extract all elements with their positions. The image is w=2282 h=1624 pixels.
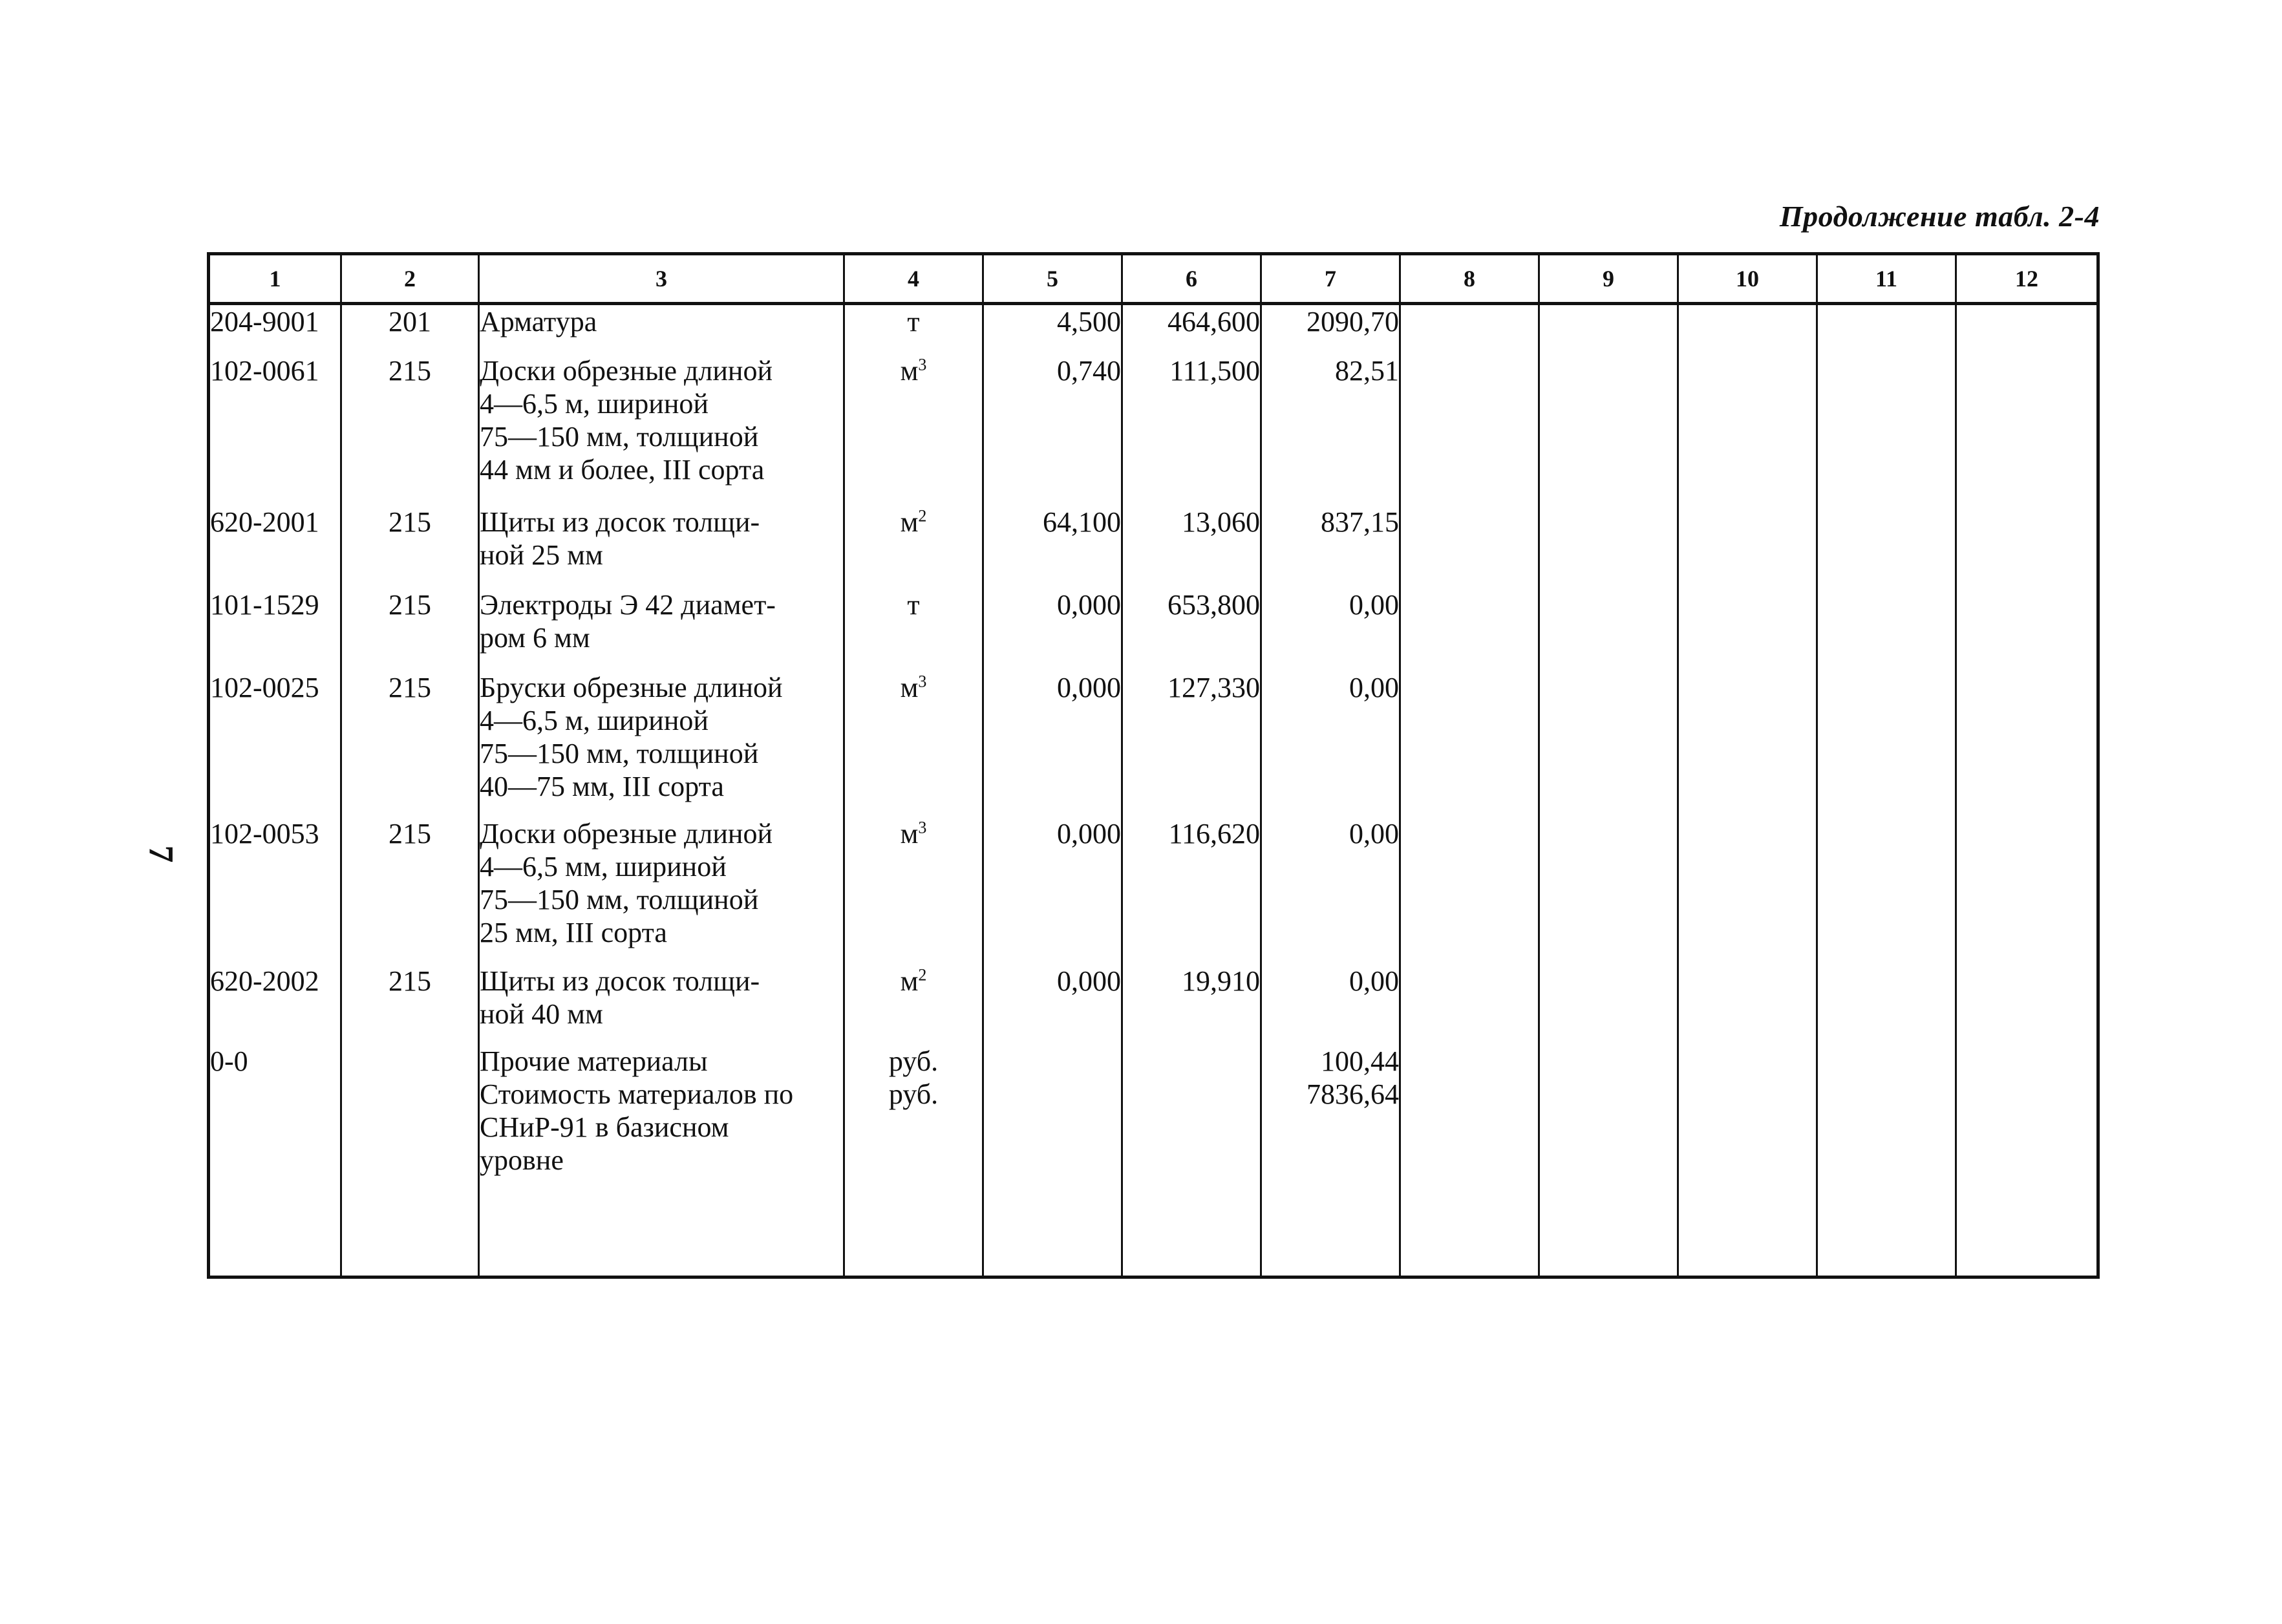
name-line: 75—150 мм, толщиной <box>480 421 759 453</box>
name-line: 4—6,5 м, шириной <box>480 388 709 420</box>
price-cell: 127,330 <box>1168 672 1260 703</box>
unit-cell: $м^2$ <box>900 965 927 997</box>
total-cell: 2090,70 <box>1306 306 1399 337</box>
price-cell: 116,620 <box>1168 818 1260 849</box>
name-line: 25 мм, III сорта <box>480 917 667 948</box>
group-cell: 215 <box>389 589 431 621</box>
table-body-row <box>209 304 2098 1277</box>
column-header: 8 <box>1400 254 1539 304</box>
name-line: Стоимость материалов по <box>480 1078 794 1110</box>
column-header: 11 <box>1817 254 1956 304</box>
quantity-cell: 0,000 <box>1057 818 1121 849</box>
quantity-cell: 64,100 <box>1043 506 1121 538</box>
price-cell: 464,600 <box>1168 306 1260 337</box>
name-line: ной 40 мм <box>480 998 603 1030</box>
name-line: Щиты из досок толщи- <box>480 965 760 997</box>
empty-cell <box>1539 304 1678 1277</box>
column-header: 5 <box>983 254 1122 304</box>
unit-cell: т <box>907 306 920 337</box>
name-line: Щиты из досок толщи- <box>480 506 760 538</box>
price-cell: 653,800 <box>1168 589 1260 621</box>
price-cell: 111,500 <box>1169 355 1260 387</box>
total-cell: 0,00 <box>1349 965 1399 997</box>
empty-cell <box>1400 304 1539 1277</box>
unit-cell: $м^3$ <box>900 818 927 849</box>
name-cell <box>480 506 843 588</box>
unit-cell: т <box>907 589 920 621</box>
name-line: 40—75 мм, III сорта <box>480 771 724 802</box>
table-caption: Продолжение табл. 2-4 <box>1779 200 2100 233</box>
empty-cell <box>1956 304 2098 1277</box>
name-line: Электроды Э 42 диамет- <box>480 589 776 621</box>
name-cell <box>480 1045 843 1177</box>
group-cell: 215 <box>389 672 431 703</box>
name-line: Прочие материалы <box>480 1045 708 1077</box>
total-cell: 0,00 <box>1349 589 1399 621</box>
materials-table <box>207 252 2100 1279</box>
column-header: 10 <box>1678 254 1817 304</box>
name-line: Доски обрезные длиной <box>480 355 773 387</box>
group-cell: 215 <box>389 818 431 849</box>
quantity-cell: 0,000 <box>1057 589 1121 621</box>
name-line: 75—150 мм, толщиной <box>480 738 759 769</box>
quantity-cell: 0,000 <box>1057 672 1121 703</box>
quantity-column <box>983 304 1122 1277</box>
total-cell: 100,44 7836,64 <box>1306 1045 1399 1110</box>
group-column <box>341 304 479 1277</box>
code-cell: 620-2002 <box>210 965 319 997</box>
unit-cell: $м^3$ <box>900 672 927 703</box>
unit-cell: $м^2$ <box>900 506 927 538</box>
unit-column <box>844 304 983 1277</box>
header-row <box>209 254 2098 304</box>
column-header: 3 <box>479 254 844 304</box>
column-header: 7 <box>1261 254 1400 304</box>
name-line: 4—6,5 м, шириной <box>480 705 709 736</box>
name-line: 4—6,5 мм, шириной <box>480 851 727 882</box>
name-line: 75—150 мм, толщиной <box>480 884 759 915</box>
code-cell: 102-0025 <box>210 672 319 703</box>
name-line: СНиР-91 в базисном <box>480 1111 729 1143</box>
name-cell <box>480 305 843 354</box>
quantity-cell: 0,740 <box>1057 355 1121 387</box>
group-cell: 215 <box>389 965 431 997</box>
name-line: ром 6 мм <box>480 622 590 654</box>
name-cell <box>480 965 843 1045</box>
total-cell: 0,00 <box>1349 818 1399 849</box>
price-cell: 19,910 <box>1182 965 1260 997</box>
name-cell <box>480 588 843 671</box>
quantity-cell: 0,000 <box>1057 965 1121 997</box>
column-header: 6 <box>1122 254 1261 304</box>
code-cell: 102-0061 <box>210 355 319 387</box>
name-line: Доски обрезные длиной <box>480 818 773 849</box>
price-cell: 13,060 <box>1182 506 1260 538</box>
group-cell: 215 <box>389 506 431 538</box>
price-column <box>1122 304 1261 1277</box>
column-header: 4 <box>844 254 983 304</box>
group-cell: 201 <box>389 306 431 337</box>
unit-cell: руб. руб. <box>888 1045 939 1110</box>
name-line: Арматура <box>480 306 597 337</box>
code-cell: 620-2001 <box>210 506 319 538</box>
code-cell: 101-1529 <box>210 589 319 621</box>
name-column <box>479 304 844 1277</box>
code-cell: 204-9001 <box>210 306 319 337</box>
name-cell <box>480 354 843 506</box>
name-line: ной 25 мм <box>480 539 603 571</box>
unit-cell: $м^3$ <box>900 355 927 387</box>
column-header: 1 <box>209 254 341 304</box>
total-cell: 82,51 <box>1335 355 1399 387</box>
total-cell: 0,00 <box>1349 672 1399 703</box>
column-header: 2 <box>341 254 479 304</box>
name-line: уровне <box>480 1144 564 1176</box>
name-line: 44 мм и более, III сорта <box>480 454 765 486</box>
name-cell <box>480 671 843 817</box>
column-header: 12 <box>1956 254 2098 304</box>
page-number: 7 <box>142 845 181 863</box>
column-header: 9 <box>1539 254 1678 304</box>
empty-cell <box>1817 304 1956 1277</box>
code-column <box>209 304 341 1277</box>
quantity-cell: 4,500 <box>1057 306 1121 337</box>
code-cell: 0-0 <box>210 1045 248 1077</box>
total-cell: 837,15 <box>1321 506 1399 538</box>
empty-cell <box>1678 304 1817 1277</box>
name-line: Бруски обрезные длиной <box>480 672 783 703</box>
name-cell <box>480 817 843 965</box>
group-cell: 215 <box>389 355 431 387</box>
total-column <box>1261 304 1400 1277</box>
code-cell: 102-0053 <box>210 818 319 849</box>
